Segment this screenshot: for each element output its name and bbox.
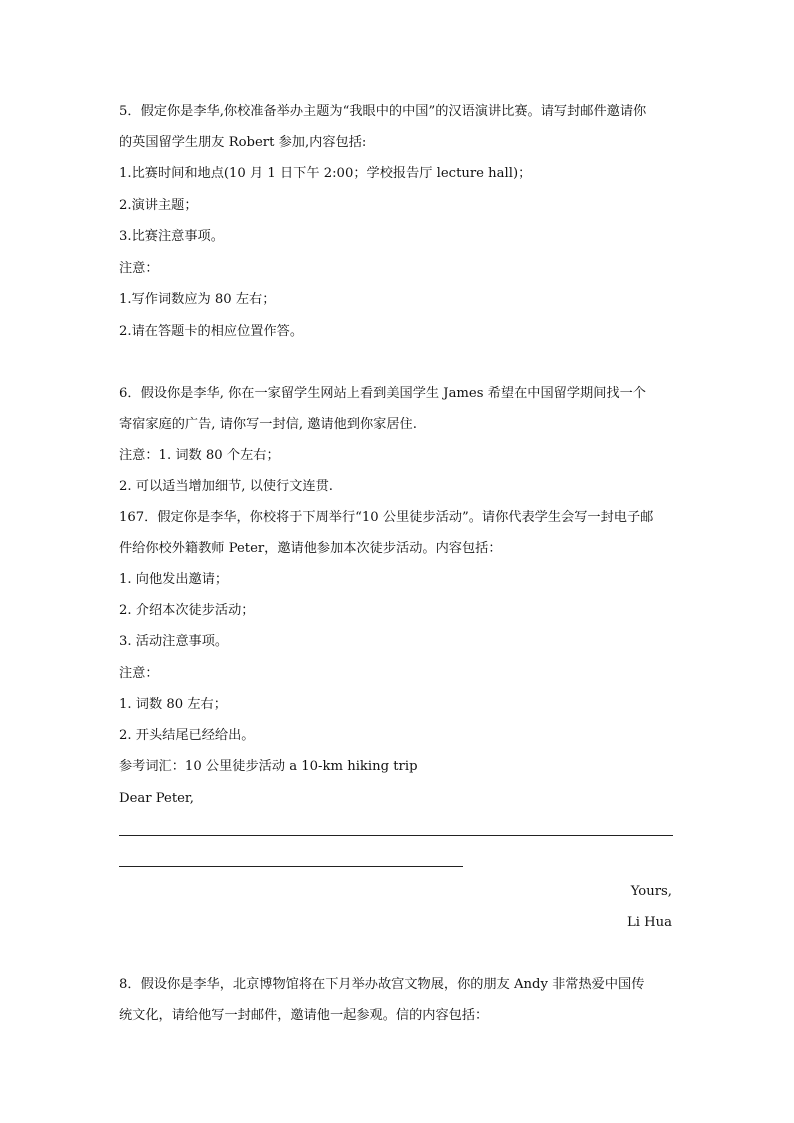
q167-content-item-1: 1. 向他发出邀请； [119, 572, 229, 587]
q5-note-2: 2.请在答题卡的相应位置作答。 [119, 324, 304, 339]
q5-content-item-1: 1.比赛时间和地点(10 月 1 日下午 2:00；学校报告厅 lecture hall)； [119, 166, 532, 181]
q6-prompt-line-2: 寄宿家庭的广告, 请你写一封信, 邀请他到你家居住. [119, 417, 417, 432]
q167-note-2: 2. 开头结尾已经给出。 [119, 728, 255, 743]
q167-prompt-line-1: 167．假定你是李华，你校将于下周举行“10 公里徒步活动”。请你代表学生会写一封电子邮 [119, 510, 654, 525]
q5-note-1: 1.写作词数应为 80 左右； [119, 292, 276, 307]
q5-prompt-line-1: 5．假定你是李华,你校准备举办主题为“我眼中的中国”的汉语演讲比赛。请写封邮件邀请你 [119, 104, 647, 119]
answer-line-2[interactable] [119, 866, 463, 867]
q6-prompt-line-1: 6．假设你是李华, 你在一家留学生网站上看到美国学生 James 希望在中国留学期间找一个 [119, 386, 646, 401]
q167-prompt-line-2: 件给你校外籍教师 Peter，邀请他参加本次徒步活动。内容包括： [119, 541, 502, 556]
q167-note-label: 注意： [119, 666, 159, 681]
q167-content-item-3: 3. 活动注意事项。 [119, 634, 229, 649]
q8-prompt-line-2: 统文化，请给他写一封邮件，邀请他一起参观。信的内容包括： [119, 1008, 489, 1023]
q6-note-2: 2. 可以适当增加细节, 以使行文连贯. [119, 479, 333, 494]
answer-line-1[interactable] [119, 835, 673, 836]
q167-vocabulary: 参考词汇：10 公里徒步活动 a 10-km hiking trip [119, 759, 418, 774]
q167-salutation: Dear Peter, [119, 791, 194, 806]
q5-content-item-3: 3.比赛注意事项。 [119, 229, 224, 244]
q5-prompt-line-2: 的英国留学生朋友 Robert 参加,内容包括: [119, 135, 367, 150]
q6-note-1: 注意：1. 词数 80 个左右； [119, 448, 280, 463]
q167-note-1: 1. 词数 80 左右； [119, 697, 227, 712]
q5-note-label: 注意： [119, 261, 159, 276]
q5-content-item-2: 2.演讲主题； [119, 198, 198, 213]
q167-closing: Yours, [630, 884, 672, 899]
q8-prompt-line-1: 8．假设你是李华，北京博物馆将在下月举办故宫文物展，你的朋友 Andy 非常热爱中国传 [119, 977, 645, 992]
q167-content-item-2: 2. 介绍本次徒步活动； [119, 603, 255, 618]
q167-signature: Li Hua [626, 915, 672, 930]
